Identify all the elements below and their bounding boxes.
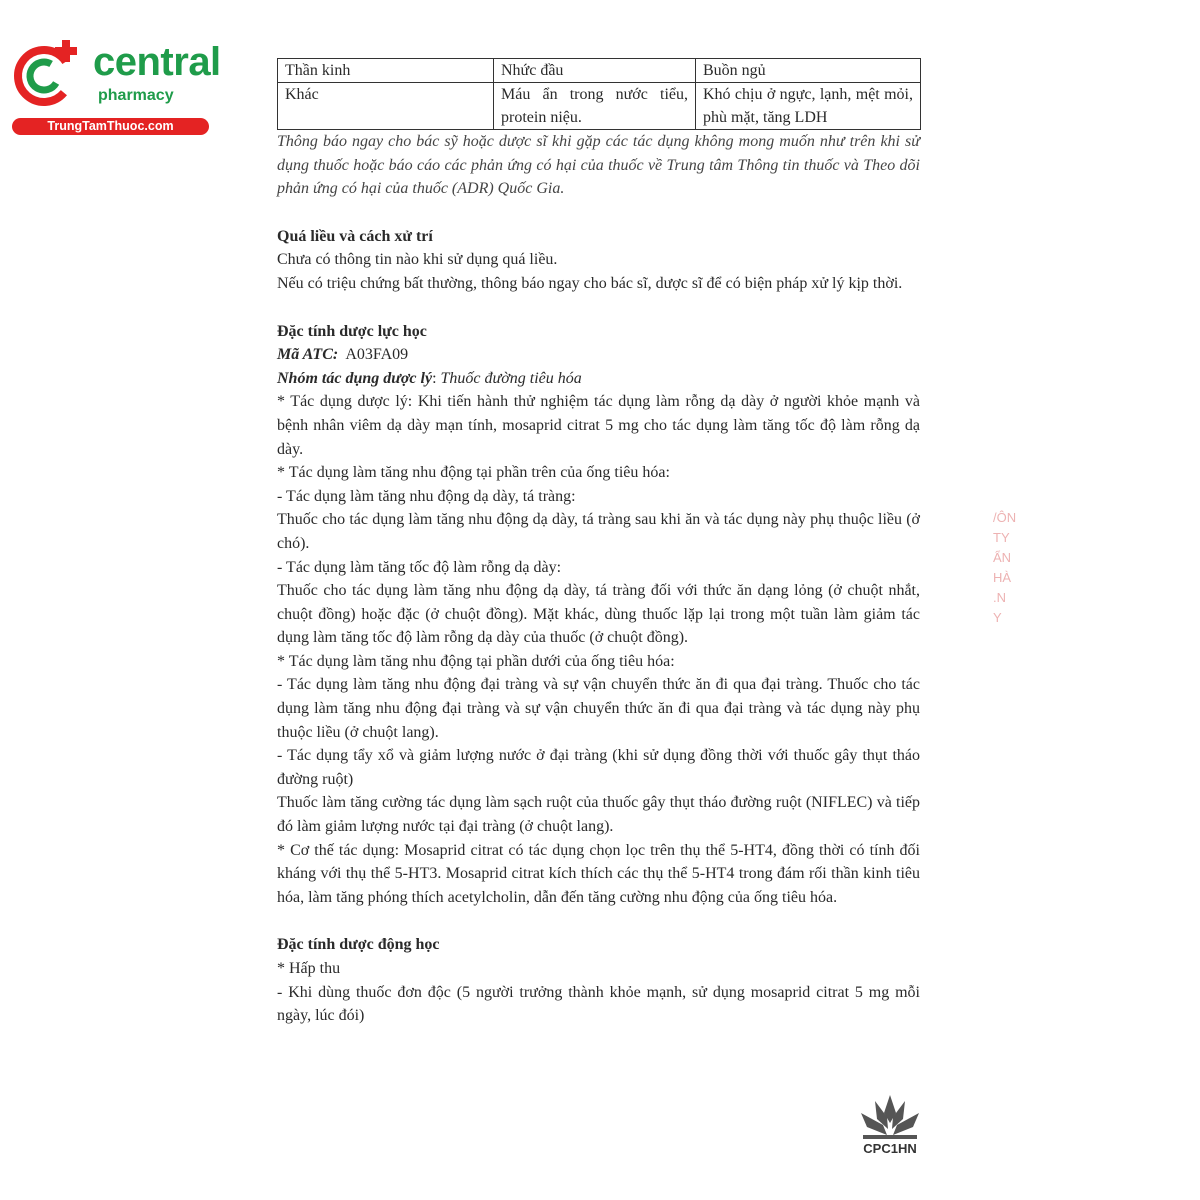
overdose-paragraph: Nếu có triệu chứng bất thường, thông báo ngay cho bác sĩ, dược sĩ để có biện pháp xử lý kịp thời. <box>277 274 903 292</box>
atc-label: Mã ATC <box>277 346 333 364</box>
logo-url-badge[interactable]: TrungTamThuoc.com <box>12 118 209 135</box>
document-body <box>277 58 920 1028</box>
stamp-line: .N <box>993 590 1006 605</box>
table-cell: Nhức đầu <box>494 59 696 83</box>
pd-paragraph: Thuốc làm tăng cường tác dụng làm sạch ruột của thuốc gây thụt tháo đường ruột (NIFLEC) và tiếp đó làm giảm lượng nước tại đại tràng (ở chuột lang). <box>277 794 920 836</box>
pd-paragraph: - Tác dụng làm tăng nhu động đại tràng và sự vận chuyển thức ăn đi qua đại tràng. Thuốc cho tác dụng làm tăng nhu động đại tràng và sự vận chuyển thức ăn đi qua đại tràng và tác dụng này phụ thuộc liều (ở chuột lang). <box>277 676 920 741</box>
stamp-line: ẨN <box>993 550 1012 565</box>
table-cell: Buồn ngủ <box>696 59 921 83</box>
pk-paragraph: * Hấp thu <box>277 960 341 977</box>
table-row <box>278 83 921 130</box>
pharmacy-cross-icon <box>10 38 82 110</box>
pd-paragraph: - Tác dụng tẩy xổ và giảm lượng nước ở đại tràng (khi sử dụng đồng thời với thuốc gây thụt tháo đường ruột) <box>277 747 920 788</box>
stamp-line: Y <box>993 610 1002 625</box>
pd-paragraph: * Tác dụng làm tăng nhu động tại phần trên của ống tiêu hóa: <box>277 464 670 482</box>
atc-value: A03FA09 <box>345 346 409 364</box>
lotus-icon <box>855 1093 925 1141</box>
table-cell: Khác <box>278 83 494 130</box>
stamp-line: TY <box>993 530 1010 545</box>
pd-paragraph: Thuốc cho tác dụng làm tăng nhu động dạ dày, tá tràng sau khi ăn và tác dụng này phụ thuộc liều (ở chó). <box>277 511 920 552</box>
pharmacologic-group-line: Nhóm tác dụng dược lý: Thuốc đường tiêu hóa <box>277 369 582 387</box>
pk-paragraph: - Khi dùng thuốc đơn độc (5 người trưởng thành khỏe mạnh, sử dụng mosaprid citrat 5 mg mỗi ngày, lúc đói) <box>277 983 920 1025</box>
table-cell: Khó chịu ở ngực, lạnh, mệt mỏi, phù mặt, tăng LDH <box>696 83 921 130</box>
overdose-paragraph: Chưa có thông tin nào khi sử dụng quá liều. <box>277 251 558 269</box>
red-stamp-fragment <box>993 508 1027 628</box>
logo-brand-name: central <box>93 40 221 84</box>
table-cell: Thần kinh <box>278 59 494 83</box>
cpc1hn-label: CPC1HN <box>863 1141 917 1156</box>
stamp-line: /ÔN <box>993 510 1017 525</box>
adr-notice: Thông báo ngay cho bác sỹ hoặc dược sĩ khi gặp các tác dụng không mong muốn như trên khi sử dụng thuốc hoặc báo cáo các phản ứng có hại của thuốc về Trung tâm Thông tin thuốc và Theo dõi phản ứng có hại của thuốc (ADR) Quốc Gia. <box>277 133 920 198</box>
pd-paragraph: * Cơ thế tác dụng: Mosaprid citrat có tác dụng chọn lọc trên thụ thể 5-HT4, đồng thời có tính đối kháng với thụ thể 5-HT3. Mosaprid citrat kích thích các thụ thể 5-HT4 trong đám rối thần kinh tiêu hóa, làm tăng phóng thích acetylcholin, dẫn đến tăng cường nhu động của ống tiêu hóa. <box>277 841 920 906</box>
pd-paragraph: - Tác dụng làm tăng tốc độ làm rỗng dạ dày: <box>277 558 562 576</box>
pharmacokinetics-heading: Đặc tính dược động học <box>277 936 440 954</box>
pd-paragraph: * Tác dụng dược lý: Khi tiến hành thử nghiệm tác dụng làm rỗng dạ dày ở người khỏe mạnh và bệnh nhân viêm dạ dày mạn tính, mosaprid citrat 5 mg cho tác dụng làm tăng tốc độ làm rỗng dạ dày. <box>277 393 920 458</box>
cpc1hn-logo <box>855 1093 925 1159</box>
atc-code-line: Mã ATC: A03FA09 <box>277 346 409 364</box>
overdose-heading: Quá liều và cách xử trí <box>277 227 433 245</box>
pharmacodynamics-heading: Đặc tính dược lực học <box>277 322 427 340</box>
group-value: Thuốc đường tiêu hóa <box>440 369 582 387</box>
table-row <box>278 59 921 83</box>
stamp-line: HÀ <box>993 570 1012 585</box>
central-pharmacy-logo <box>10 38 221 138</box>
group-label: Nhóm tác dụng dược lý <box>277 369 433 387</box>
pd-paragraph: - Tác dụng làm tăng nhu động dạ dày, tá tràng: <box>277 487 576 505</box>
logo-subtitle: pharmacy <box>98 87 174 104</box>
table-cell: Máu ẩn trong nước tiểu, protein niệu. <box>494 83 696 130</box>
pd-paragraph: Thuốc cho tác dụng làm tăng nhu động dạ dày, tá tràng đối với thức ăn dạng lỏng (ở chuột nhắt, chuột đồng) hoặc đặc (ở chuột đồng). Mặt khác, dùng thuốc lặp lại trong một tuần làm giảm tác dụng làm tăng tốc độ làm rỗng dạ dày của thuốc (ở chuột đồng). <box>277 582 920 647</box>
side-effects-table <box>277 58 921 130</box>
pd-paragraph: * Tác dụng làm tăng nhu động tại phần dưới của ống tiêu hóa: <box>277 652 675 670</box>
